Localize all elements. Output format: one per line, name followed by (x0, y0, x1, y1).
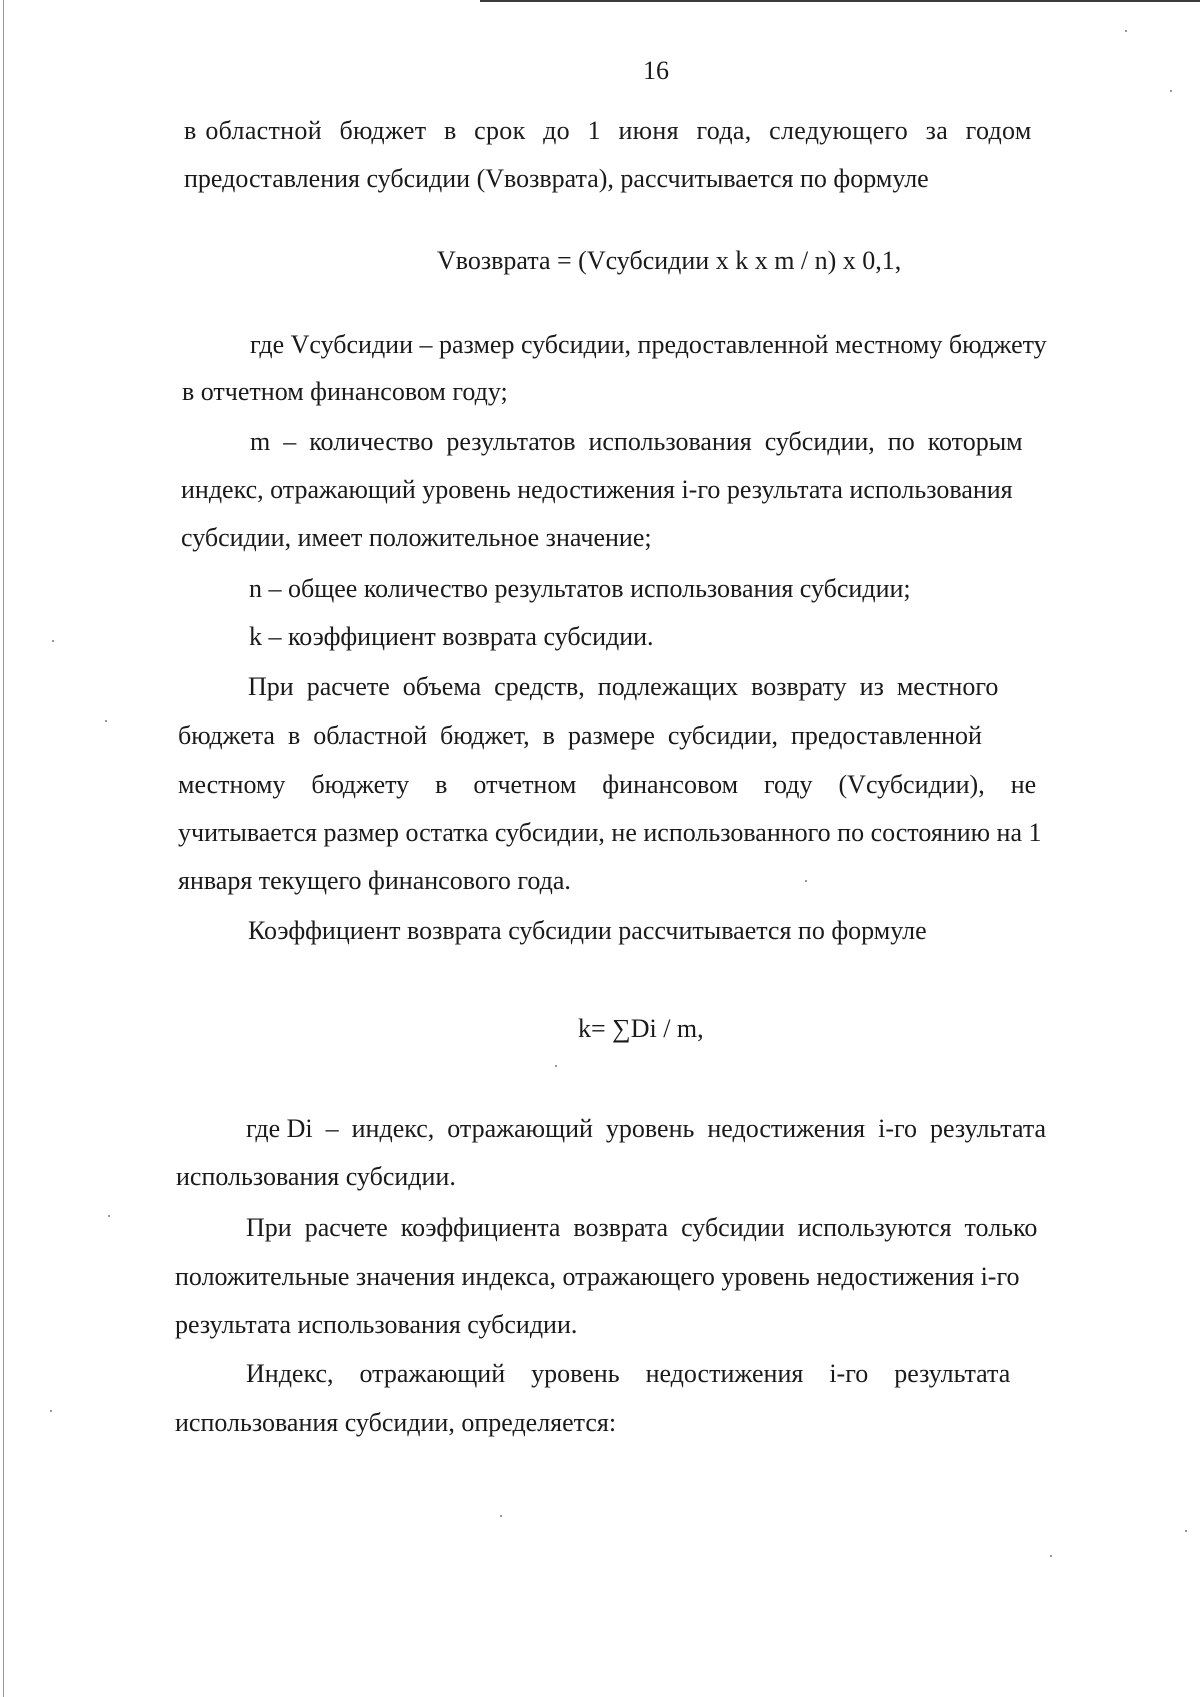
paragraph-10-line-1: Индекс, отражающий уровень недостижения i-го результата (246, 1359, 1011, 1388)
paragraph-3-line-1: m – количество результатов использования субсидии, по которым (250, 427, 1023, 456)
paragraph-9-line-2: положительные значения индекса, отражающего уровень недостижения i-го (175, 1262, 1020, 1291)
scan-speck (1185, 1530, 1187, 1532)
paragraph-6-line-4: учитывается размер остатка субсидии, не использованного по состоянию на 1 (178, 818, 1042, 847)
scan-speck (52, 640, 54, 642)
paragraph-8-line-2: использования субсидии. (176, 1162, 456, 1191)
formula-return-volume: Vвозврата = (Vсубсидии x k x m / n) x 0,1, (437, 246, 902, 275)
paragraph-6-line-5: января текущего финансового года. (178, 866, 571, 895)
paragraph-3-line-2: индекс, отражающий уровень недостижения i-го результата использования (181, 475, 1013, 504)
paragraph-1-line-2: предоставления субсидии (Vвозврата), рассчитывается по формуле (184, 164, 929, 193)
formula-return-coefficient: k= ∑Di / m, (578, 1014, 704, 1043)
page-number: 16 (643, 56, 669, 85)
scan-speck (555, 1065, 557, 1067)
paragraph-9-line-1: При расчете коэффициента возврата субсидии используются только (246, 1213, 1038, 1242)
scan-speck (105, 720, 107, 722)
paragraph-2-line-2: в отчетном финансовом году; (182, 377, 508, 406)
paragraph-1-line-1: в областной бюджет в срок до 1 июня года, следующего за годом (184, 116, 1032, 145)
scan-edge-left (3, 0, 4, 1697)
scan-speck (1125, 30, 1127, 32)
scan-speck (50, 1410, 52, 1412)
scan-edge-top (480, 0, 1200, 2)
scan-speck (805, 880, 807, 882)
paragraph-9-line-3: результата использования субсидии. (175, 1310, 578, 1339)
paragraph-6-line-3: местному бюджету в отчетном финансовом году (Vсубсидии), не (178, 770, 1037, 799)
scan-speck (1170, 90, 1172, 92)
paragraph-5-line-1: k – коэффициент возврата субсидии. (249, 622, 654, 651)
paragraph-7-line-1: Коэффициент возврата субсидии рассчитывается по формуле (248, 916, 927, 945)
paragraph-6-line-1: При расчете объема средств, подлежащих возврату из местного (248, 672, 999, 701)
paragraph-6-line-2: бюджета в областной бюджет, в размере субсидии, предоставленной (178, 721, 982, 750)
paragraph-10-line-2: использования субсидии, определяется: (175, 1408, 617, 1437)
scan-speck (1050, 1555, 1052, 1557)
paragraph-2-line-1: где Vсубсидии – размер субсидии, предоставленной местному бюджету (250, 330, 1047, 359)
scan-speck (108, 1215, 110, 1217)
scan-speck (500, 1515, 502, 1517)
paragraph-3-line-3: субсидии, имеет положительное значение; (181, 523, 652, 552)
paragraph-8-line-1: где Di – индекс, отражающий уровень недостижения i-го результата (246, 1114, 1047, 1143)
paragraph-4-line-1: n – общее количество результатов использования субсидии; (249, 574, 911, 603)
